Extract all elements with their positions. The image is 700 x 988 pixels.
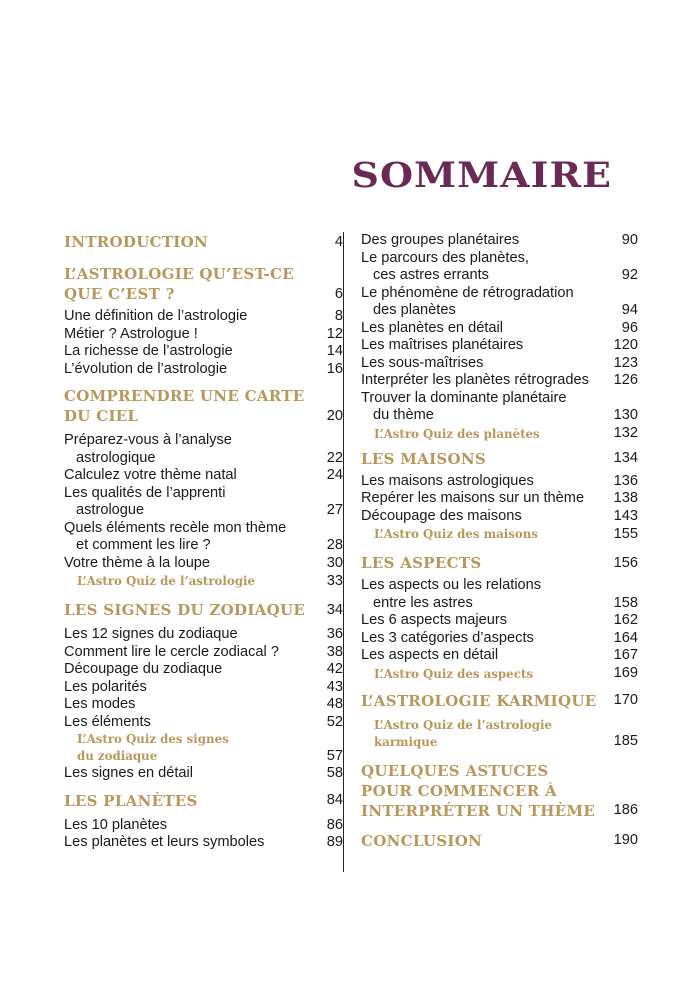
toc-entry-label: Le phénomène de rétrogradation — [361, 284, 574, 301]
toc-entry-label: Les planètes en détail — [361, 319, 503, 336]
toc-entry-label: L’Astro Quiz des aspects — [374, 666, 533, 681]
toc-entry-label: du thème — [373, 407, 434, 423]
toc-page-number: 48 — [326, 696, 343, 712]
toc-entry-label: Trouver la dominante planétaire — [361, 389, 567, 406]
toc-entry[interactable] — [361, 630, 638, 648]
toc-entry-label: Les 6 aspects majeurs — [361, 612, 508, 628]
toc-quiz-entry[interactable] — [361, 426, 638, 443]
toc-section-entry[interactable] — [64, 791, 343, 811]
toc-entry-label: L’Astro Quiz des planètes — [374, 426, 540, 441]
toc-page-number: 57 — [326, 747, 343, 764]
page-title: SOMMAIRE — [351, 153, 612, 196]
toc-page-number: 12 — [326, 325, 343, 342]
toc-entry-label: L’ASTROLOGIE KARMIQUE — [361, 691, 597, 710]
toc-page-number: 130 — [613, 407, 638, 423]
toc-entry-label: Les aspects ou les relations — [361, 577, 542, 593]
toc-page-number: 84 — [326, 792, 343, 808]
toc-page-number: 22 — [326, 449, 343, 466]
toc-entry[interactable] — [361, 372, 638, 390]
toc-entry[interactable] — [64, 520, 343, 555]
toc-entry[interactable] — [361, 232, 638, 250]
toc-entry-label: LES SIGNES DU ZODIAQUE — [64, 601, 306, 619]
toc-page-number: 170 — [613, 692, 638, 708]
toc-entry-label: L’Astro Quiz de l’astrologie — [77, 574, 256, 588]
toc-entry-label: DU CIEL — [64, 407, 139, 425]
toc-section-entry[interactable] — [361, 553, 638, 573]
toc-page-number: 134 — [613, 450, 638, 466]
toc-entry-label: ces astres errants — [373, 267, 489, 283]
toc-entry-label: INTRODUCTION — [64, 233, 209, 251]
toc-entry-label: Les 3 catégories d’aspects — [361, 629, 534, 646]
toc-page-number: 156 — [613, 554, 638, 571]
toc-entry[interactable] — [64, 679, 343, 697]
toc-entry-label: QUE C’EST ? — [64, 285, 175, 303]
toc-page-number: 158 — [613, 594, 638, 611]
toc-entry[interactable] — [361, 320, 638, 338]
toc-section-entry[interactable] — [64, 386, 343, 426]
toc-entry[interactable] — [361, 285, 638, 320]
toc-entry-label: Découpage des maisons — [361, 507, 522, 524]
toc-entry-label: Les aspects en détail — [361, 647, 499, 663]
toc-entry[interactable] — [64, 326, 343, 344]
toc-quiz-entry[interactable] — [64, 731, 343, 765]
toc-entry[interactable] — [361, 490, 638, 508]
toc-page-number: 185 — [613, 733, 638, 749]
toc-page-number: 86 — [326, 816, 343, 833]
toc-page-number: 186 — [613, 802, 638, 818]
toc-entry-label: Les signes en détail — [64, 765, 193, 781]
toc-page-number: 123 — [613, 354, 638, 371]
toc-entry-label: Des groupes planétaires — [361, 232, 520, 248]
toc-entry-label: L’Astro Quiz de l’astrologie — [374, 717, 553, 732]
toc-section-entry[interactable] — [361, 761, 638, 821]
toc-entry-label: Votre thème à la loupe — [64, 554, 211, 571]
toc-entry[interactable] — [361, 250, 638, 285]
toc-entry-label: L’ASTROLOGIE QU’EST-CE — [64, 265, 294, 283]
toc-entry[interactable] — [64, 661, 343, 679]
toc-entry[interactable] — [361, 355, 638, 373]
toc-entry-label: Le parcours des planètes, — [361, 249, 529, 266]
toc-entry-label: La richesse de l’astrologie — [64, 343, 233, 359]
toc-entry[interactable] — [361, 508, 638, 526]
toc-page-number: 169 — [613, 665, 638, 681]
toc-entry[interactable] — [64, 343, 343, 361]
toc-page-number: 36 — [326, 626, 343, 642]
toc-entry-label: L’Astro Quiz des signes — [77, 732, 229, 746]
toc-entry-label: Les maisons astrologiques — [361, 472, 534, 489]
toc-quiz-entry[interactable] — [64, 573, 343, 590]
toc-page-number: 143 — [613, 507, 638, 524]
toc-entry[interactable] — [64, 696, 343, 714]
toc-page-number: 120 — [613, 337, 638, 353]
toc-entry[interactable] — [64, 644, 343, 662]
toc-entry-label: Quels éléments recèle mon thème — [64, 519, 287, 536]
toc-entry[interactable] — [64, 834, 343, 852]
toc-entry-label: Les 12 signes du zodiaque — [64, 626, 238, 642]
toc-entry[interactable] — [361, 577, 638, 612]
toc-entry[interactable] — [361, 473, 638, 491]
toc-page-number: 52 — [326, 713, 343, 730]
toc-section-entry[interactable] — [64, 600, 343, 620]
toc-entry-label: LES PLANÈTES — [64, 791, 198, 810]
toc-page-number: 96 — [621, 319, 638, 336]
toc-entry[interactable] — [64, 467, 343, 485]
toc-section-entry[interactable] — [361, 691, 638, 711]
toc-entry-label: Les éléments — [64, 713, 151, 730]
toc-entry[interactable] — [64, 485, 343, 520]
toc-page-number: 34 — [326, 601, 343, 618]
toc-section-entry[interactable] — [64, 264, 343, 304]
toc-entry[interactable] — [64, 626, 343, 644]
toc-entry-label: Découpage du zodiaque — [64, 661, 223, 677]
toc-entry-label: Les maîtrises planétaires — [361, 337, 524, 353]
toc-entry-label: Les qualités de l’apprenti — [64, 484, 226, 501]
toc-entry-label: COMPRENDRE UNE CARTE — [64, 387, 305, 405]
toc-page-number: 20 — [326, 407, 343, 424]
toc-entry[interactable] — [361, 390, 638, 425]
toc-page-number: 27 — [326, 502, 343, 518]
toc-entry-label: Les 10 planètes — [64, 816, 168, 833]
toc-entry-label: Les sous-maîtrises — [361, 354, 484, 371]
toc-entry-label: Calculez votre thème natal — [64, 467, 237, 483]
toc-entry-label: CONCLUSION — [361, 831, 483, 850]
toc-entry-label: Interpréter les planètes rétrogrades — [361, 372, 589, 388]
toc-entry-label: Une définition de l’astrologie — [64, 308, 248, 324]
toc-entry-label: Comment lire le cercle zodiacal ? — [64, 643, 279, 660]
toc-entry-label: QUELQUES ASTUCES — [361, 761, 549, 780]
toc-page-number: 155 — [613, 525, 638, 542]
toc-page-number: 4 — [334, 233, 343, 250]
toc-entry-label: Les modes — [64, 696, 136, 712]
toc-page-number: 24 — [326, 467, 343, 483]
toc-quiz-entry[interactable] — [361, 526, 638, 543]
toc-entry-label: astrologue — [76, 502, 145, 518]
toc-entry[interactable] — [64, 714, 343, 732]
toc-entry[interactable] — [361, 337, 638, 355]
toc-section-entry[interactable] — [64, 232, 343, 252]
toc-entry-label: POUR COMMENCER À — [361, 781, 557, 800]
toc-page-number: 136 — [613, 472, 638, 489]
toc-entry[interactable] — [64, 308, 343, 326]
toc-page-number: 33 — [326, 572, 343, 589]
toc-page-number: 89 — [326, 834, 343, 850]
toc-entry-label: karmique — [374, 734, 438, 749]
toc-entry-label: Métier ? Astrologue ! — [64, 325, 198, 342]
toc-entry[interactable] — [361, 612, 638, 630]
toc-entry-label: LES MAISONS — [361, 449, 487, 468]
toc-quiz-entry[interactable] — [361, 717, 638, 751]
toc-page-number: 8 — [334, 308, 343, 324]
toc-page-number: 6 — [334, 285, 343, 302]
toc-page-number: 90 — [621, 232, 638, 248]
toc-page-number: 16 — [326, 360, 343, 377]
toc-page-number: 58 — [326, 765, 343, 781]
toc-page-number: 167 — [613, 647, 638, 663]
toc-entry-label: L’Astro Quiz des maisons — [374, 527, 538, 541]
toc-page-number: 28 — [326, 537, 343, 553]
toc-entry[interactable] — [361, 647, 638, 665]
toc-entry-label: astrologique — [76, 449, 156, 466]
toc-section-entry[interactable] — [361, 831, 638, 851]
toc-page-number: 126 — [613, 372, 638, 388]
toc-page-number: 42 — [326, 661, 343, 677]
toc-entry-label: entre les astres — [373, 594, 473, 611]
toc-entry-label: Repérer les maisons sur un thème — [361, 490, 585, 506]
toc-entry-label: LES ASPECTS — [361, 554, 482, 572]
toc-page-number: 38 — [326, 643, 343, 660]
toc-section-entry[interactable] — [361, 449, 638, 469]
toc-entry-label: du zodiaque — [77, 749, 158, 763]
toc-page-number: 92 — [621, 267, 638, 283]
toc-entry-label: et comment les lire ? — [76, 537, 211, 553]
toc-quiz-entry[interactable] — [361, 666, 638, 683]
toc-entry-label: Les polarités — [64, 678, 147, 695]
toc-page-number: 164 — [613, 629, 638, 646]
toc-entry[interactable] — [64, 765, 343, 783]
toc-entry-label: Les planètes et leurs symboles — [64, 834, 265, 850]
toc-page-number: 138 — [613, 490, 638, 506]
toc-page-number: 162 — [613, 612, 638, 628]
toc-entry-label: des planètes — [373, 302, 456, 318]
toc-page-number: 94 — [621, 302, 638, 318]
toc-right-column — [361, 232, 638, 851]
toc-entry[interactable] — [64, 817, 343, 835]
toc-page-number: 43 — [326, 678, 343, 695]
toc-page-number: 30 — [326, 554, 343, 571]
toc-page-number: 190 — [613, 832, 638, 848]
toc-entry[interactable] — [64, 432, 343, 467]
toc-entry[interactable] — [64, 555, 343, 573]
toc-page-number: 14 — [326, 343, 343, 359]
toc-entry[interactable] — [64, 361, 343, 379]
toc-entry-label: L’évolution de l’astrologie — [64, 360, 228, 377]
toc-page-number: 132 — [613, 425, 638, 441]
toc-entry-label: INTERPRÉTER UN THÈME — [361, 801, 596, 820]
toc-entry-label: Préparez-vous à l’analyse — [64, 432, 232, 448]
toc-left-column — [64, 232, 344, 872]
